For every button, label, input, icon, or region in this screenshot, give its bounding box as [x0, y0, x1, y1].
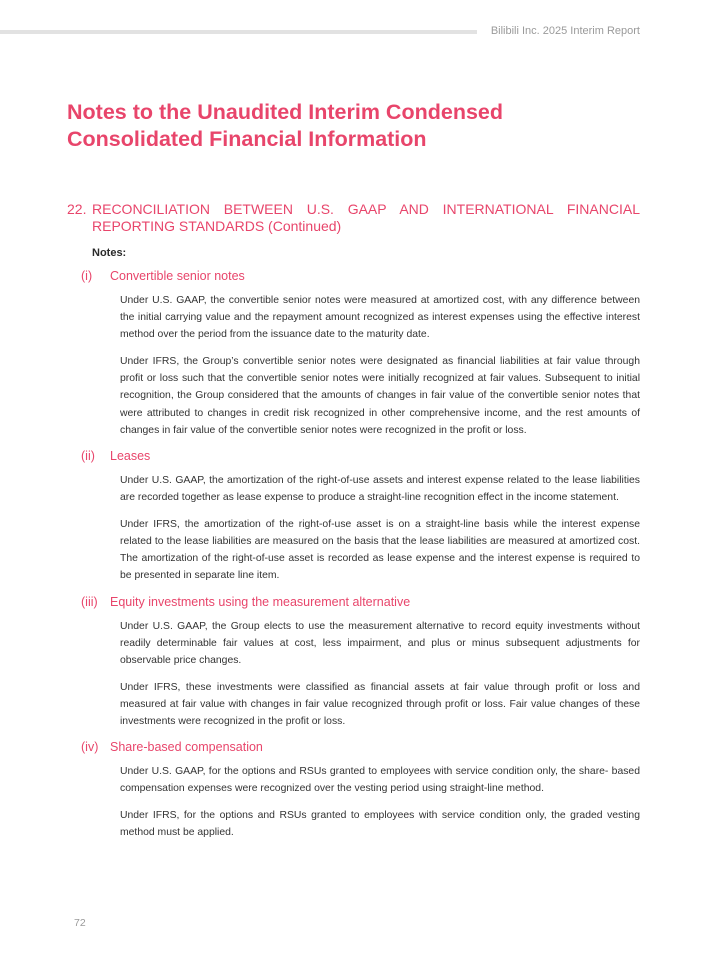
note-title: Equity investments using the measurement alternative	[110, 594, 411, 609]
note-title: Share-based compensation	[110, 740, 263, 755]
paragraph: Under U.S. GAAP, the amortization of the right-of-use assets and interest expense related to the lease liabilities are recorded together as lease expense to produce a straight-line recognition effect in the income statement.	[120, 475, 640, 504]
section-22	[67, 201, 640, 841]
note-heading	[67, 739, 640, 756]
paragraph: Under IFRS, for the options and RSUs granted to employees with service condition only, the graded vesting method must be applied.	[120, 810, 640, 839]
note-number: (iv)	[81, 740, 99, 755]
note-number: (iii)	[81, 594, 98, 609]
note-number: (ii)	[81, 449, 95, 464]
note-heading	[67, 268, 640, 285]
note-equity-investments	[67, 594, 640, 731]
paragraph: Under IFRS, the Group’s convertible senior notes were designated as financial liabilities at fair value through profit or loss such that the convertible senior notes were initially recognized at fair values. Subsequent to initial recognition, the Group considered that the amounts of changes in fair value of the convertible senior notes that were attributed to changes in credit risk recognized in other comprehensive income, and the rest amounts of changes in fair value of the convertible senior notes were recognized in the profit or loss.	[120, 356, 640, 436]
page-title: Notes to the Unaudited Interim Condensed Consolidated Financial Information	[67, 100, 503, 151]
paragraph: Under U.S. GAAP, for the options and RSUs granted to employees with service condition only, the share- based compensation expenses were recognized over the vesting period using straight-line method.	[120, 766, 640, 795]
section-title: RECONCILIATION BETWEEN U.S. GAAP AND INTERNATIONAL FINANCIAL REPORTING STANDARDS (Continued)	[92, 201, 640, 234]
note-number: (i)	[81, 269, 93, 283]
notes-label: Notes:	[92, 247, 127, 259]
paragraph: Under IFRS, the amortization of the right-of-use asset is on a straight-line basis while the interest expense related to the lease liabilities are measured on the basis that the lease liabilities are measured at amortized cost. The amortization of the right-of-use asset is recorded as lease expense and the interest expense is required to be presented in separate line item.	[120, 518, 640, 582]
note-heading	[67, 448, 640, 465]
paragraph: Under IFRS, these investments were classified as financial assets at fair value through profit or loss and measured at fair value with changes in fair value recognized through profit or loss. Fair value changes of these investments were recognized in the profit or loss.	[120, 681, 640, 728]
running-header: Bilibili Inc. 2025 Interim Report	[490, 25, 640, 37]
section-heading	[67, 201, 640, 235]
section-number: 22.	[67, 201, 87, 217]
note-heading	[67, 594, 640, 611]
note-title: Leases	[110, 449, 151, 464]
paragraph: Under U.S. GAAP, the convertible senior notes were measured at amortized cost, with any difference between the initial carrying value and the repayment amount recognized as interest expenses using the effective interest method over the period from the issuance date to the maturity date.	[120, 295, 640, 341]
page-number: 72	[74, 917, 86, 929]
note-convertible-senior-notes	[67, 268, 640, 439]
note-leases	[67, 448, 640, 585]
note-share-based-compensation	[67, 739, 640, 841]
paragraph: Under U.S. GAAP, the Group elects to use the measurement alternative to record equity investments without readily determinable fair values at cost, less impairment, and plus or minus subsequent adjustments for observable price changes.	[120, 620, 640, 667]
note-title: Convertible senior notes	[110, 269, 245, 283]
header-rule	[0, 30, 477, 34]
